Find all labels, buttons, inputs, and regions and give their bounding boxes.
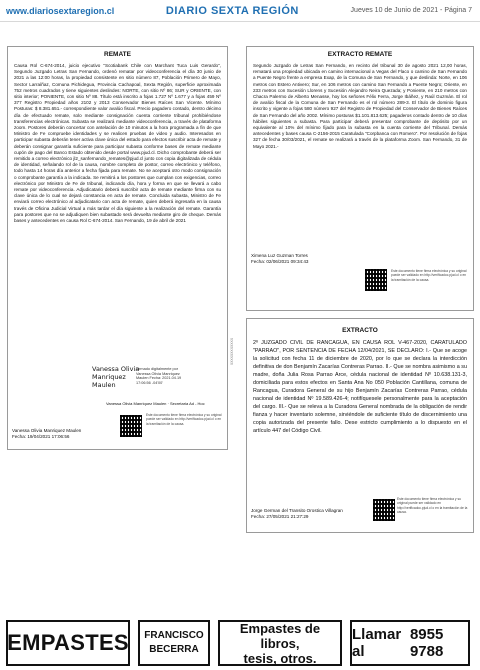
footer-date: Fecha: 19/04/2021 17:06:56 xyxy=(12,434,70,439)
extracto-remate-body: Segundo Juzgado de Letras San Fernando, en recinto del tribunal 30 de agosto 2021 12,00 horas, rematará una propiedad ubicada en camino internacional a Vegas del Flaco o camino de San Fernando a Puente Negro frente a empresa Exap, de la Comuna de San Fernando, y que deslinda: Norte, en 106 metros con Estero Antivero; Sur, en 106 metros con camino San Fernando a Puente Negro; Oriente, en 233 metros con Sucesión Llorens y Sucesión Alejandro Neira Quezada; y Poniente, en 210 metros con Chacra Palermo de Alberto Menasse, hoy los señores Félix Ferra, Jorge Ibáñez, y Raúl Guzmán. El rol de avalúo fiscal de la Comuna de San Fernando es el rol número 289-3. El título de dominio figura inscrito y vigente a fojas 580 número 927 del Registro de Propiedad del Conservador de Bienes Raíces de San Fernando del año 2002. Mínimo posturas $1.101.813.625; pagaderos contado dentro de 10 días hábiles siguientes a subasta. Para participar deberá presentar comprobante de depósito por un equivalente al 10% del mínimo fijado para la subasta en la cuenta corriente del Tribunal. Demás antecedentes y bases causa C-2156-2015 Caratulada "Corpbanca con Romero". Por resolución de fojas 327 de fecha 30/03/2021, el remate se realizará a través de la plataforma Zoom. San Fernando, 31 de Mayo 2021.- xyxy=(253,63,469,149)
footer-date: Fecha: 27/05/2021 21:27:29 xyxy=(251,514,309,519)
remate-notice xyxy=(7,46,228,450)
extracto-footer xyxy=(251,508,371,520)
footer-name: Jorge German del Transito Orostica Villagran xyxy=(251,508,343,513)
qr-code-icon xyxy=(373,499,395,521)
footer-name: Vanessa Olivia Manriquez Maulen xyxy=(12,428,82,433)
remate-signature xyxy=(92,365,205,406)
ad-tagline-1: Empastes de libros, xyxy=(239,620,321,651)
extracto-title: EXTRACTO xyxy=(342,327,378,334)
extracto-verification-note: Este documento tiene firma electrónica y su original puede ser validado en http://verificadoc.pjud.cl o en la tramitación de la causa. xyxy=(397,497,468,514)
ad-name-2: BECERRA xyxy=(149,644,199,655)
masthead xyxy=(0,0,480,22)
ad-brand: EMPASTES xyxy=(6,620,130,666)
footer-name: Ximena Luz Guzman Torres xyxy=(251,253,308,258)
extracto-body: 2º JUZGADO CIVIL DE RANCAGUA, EN CAUSA ROL V-467-2020, CARATULADO "PARRAO", POR SENTENCIA DE FECHA 12/04/2021, SE DECLARO: I.- Que se acoge la solicitud con fecha 11 de diciembre de 2020, por lo que se declara la interdicción definitiva de don Benjamín Zacarías Contreras Parrao. II.- Que se nombra asimismo a su madre, doña Julia Rosa Parrao Arce, cédula nacional de identidad Nº 10.638.131-3, domiciliada para estos efectos en Santa Ana No 050 Población Cantillana, comuna de Rancagua, Curadora General de su hijo Benjamín Zacarías Contreras Parrao, cédula nacional de identidad Nº 19.589.426-4; notifíquesele personalmente para la aceptación del cargo. III.- Que se releva a la Curadora General nombrada de la obligación de rendir fianza y hacer inventario solemne, sirviéndole de suficiente título de discernimiento una copia autorizada del presente fallo. Dese estricto cumplimiento a lo dispuesto en el artículo 447 del Código Civil. xyxy=(253,340,469,434)
ad-phone[interactable] xyxy=(350,620,470,666)
signature-name: Vanessa Olivia Manriquez Maulen xyxy=(92,365,140,389)
signature-secretary: Vanessa Olivia Manriquez Maulen · Secretaria Ad - Hoc xyxy=(106,401,205,406)
newspaper-name: DIARIO SEXTA REGIÓN xyxy=(165,4,299,17)
extracto-remate-notice xyxy=(246,46,474,311)
extracto-remate-verification-note: Este documento tiene firma electrónica y su original puede ser validado en http://verificadoc.pjud.cl o en la tramitación de la causa. xyxy=(391,269,467,282)
ad-tagline-2: tesis, otros. xyxy=(243,650,317,666)
qr-code-icon xyxy=(120,415,142,437)
extracto-remate-footer xyxy=(251,253,308,265)
ad-tagline xyxy=(218,620,342,666)
qr-code-icon xyxy=(365,269,387,291)
remate-footer xyxy=(12,428,81,440)
advertisement-banner xyxy=(0,616,480,670)
extracto-remate-title: EXTRACTO REMATE xyxy=(327,51,393,58)
issue-date: Jueves 10 de Junio de 2021 - Página 7 xyxy=(350,7,472,14)
ad-phone-label: Llamar al xyxy=(352,626,402,660)
ad-owner xyxy=(138,620,210,666)
remate-title: REMATE xyxy=(104,51,131,58)
remate-side-code: XXXXXXXXXXXX xyxy=(230,338,234,366)
remate-body: Causa Rol C-674-2014, juicio ejecutivo "Scotiabank Chile con Marchant Tuca Luis Gerardo", Segundo Juzgado Letras San Fernando, ordenó rematar por videoconferencia el día 30 junio de 2021 a las 12:00 horas, la propiedad consistente en sitio número 87, Población Primero de Mayo, Sector Larraíñaz, Comuna Pichidegua, Provincia Cachapoal, Sexta Región, superficie aproximada 752 metros cuadrados y tiene siguientes deslindes: NORTE, con sitio Nº 86; SUR y ORIENTE, con sitio interior; PONIENTE, con sitio Nº 88. Título está inscrito a fojas 1.727 Nº 1.677 y a fojas 459 Nº 377 Registro Propiedad años 2102 y 2013 Conservador Bienes Raíces San Vicente. Mínimo Posturas: $ 8.381.651.- correspondiente valor avalúo fiscal. Precio pagadero contado, dentro décimo día de efectuado remate, solo mediante consignación cuenta corriente tribunal prohibiéndose transferencias electrónicas. Subasta se realizará mediante videoconferencia, a través de plataforma zoom. Postores deberán concertar con antelación de 10 minutos a la hora programada a fin de que Ministro de Fe compruebe identidades y se realicen pruebas de video y audio. Interesados en participar subasta deberán tener activa clave única del estado para efectos suscribir acta de remate y deberán consignar garantía suficiente para participar subasta conforme bases de remate mediante cupón de pago del Banco Estado obtenido desde portal www.pjud.cl. Dicho comprobante deberá ser remitido a correo electrónico jl2_sanfernando_remates@pjud.cl junto con copia digitalizada de cédula de identidad, señalando rol de la causa, nombre completo de postor, correo electrónico y teléfono, todo hasta 14 horas día anterior a fecha fijada para remate. No se aceptará otro modo consignación o comprobante garantía a la indicada. Se remitirá a los postores que cumplan con exigencias, correo electrónico por Ministro de Fe de tribunal, indicando día, hora y forma en que se llevará a cabo remate por videoconferencia. Adjudicatario deberá suscribir acta de remate mediante firma con su clave única de lo cual se dejará constancia en acta de remate. Concluida subasta, Ministro de Fe enviará correo electrónico al adjudicatario con acta de remate, quien deberá ingresarla en la causa través de Oficina Judicial Virtual a más tardar el día siguiente a la realización del remate. Garantía para postores que no se adjudiquen bien subastado será devuelta mediante giro de cheque. Demás bases y antecedentes en causa Rol C-674-2014. San Fernando, 19 de abril de 2021 xyxy=(14,63,223,224)
footer-date: Fecha: 02/06/2021 09:34:43 xyxy=(251,259,309,264)
extracto-notice xyxy=(246,318,474,533)
site-url[interactable]: www.diariosextaregion.cl xyxy=(6,5,115,16)
ad-phone-number: 8955 9788 xyxy=(409,626,444,660)
signature-info: Firmado digitalmente por Vanessa Olivia Manriquez Maulen Fecha: 2021.04.19 17:06:56 -04'00' xyxy=(136,367,182,385)
remate-verification-note: Este documento tiene firma electrónica y su original puede ser validado en http://verificadoc.pjud.cl o en la tramitación de la causa. xyxy=(146,413,222,426)
ad-name-1: FRANCISCO xyxy=(144,630,204,641)
